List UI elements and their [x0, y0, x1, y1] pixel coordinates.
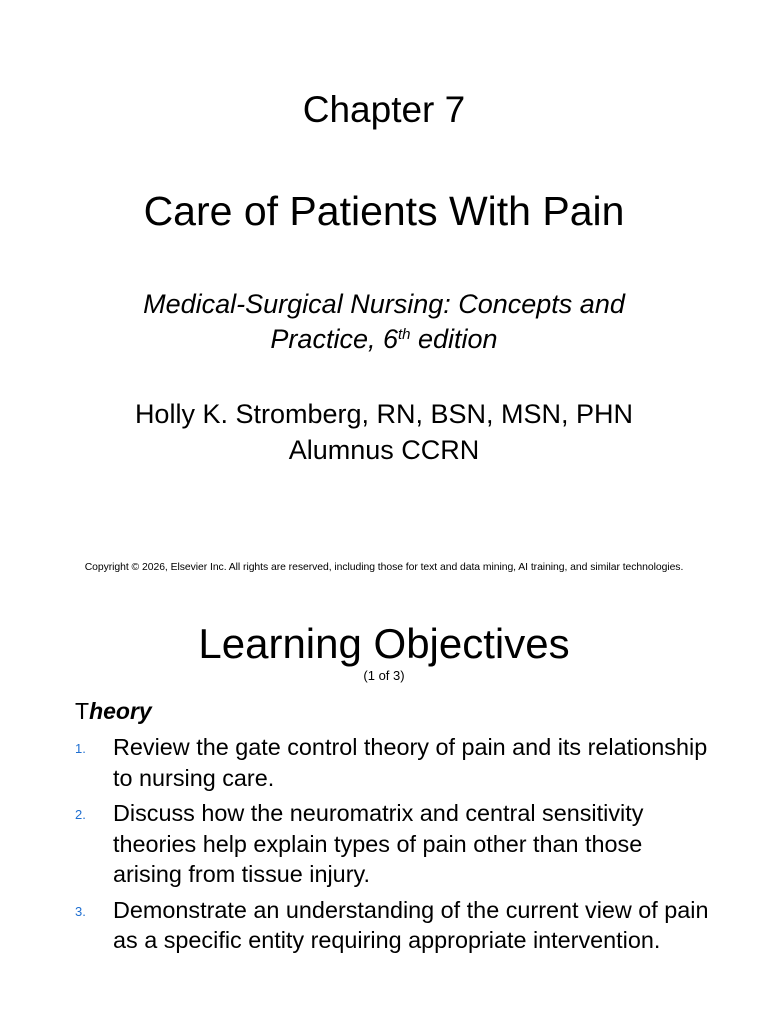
- objective-number: 2.: [75, 807, 86, 822]
- author-credential: Alumnus CCRN: [288, 435, 480, 465]
- copyright-notice: Copyright © 2026, Elsevier Inc. All rights are reserved, including those for text and data mining, AI training, and similar technologies.: [84, 562, 684, 573]
- objective-item: [75, 798, 715, 890]
- book-title-line-1: Medical-Surgical Nursing: Concepts and: [143, 289, 625, 319]
- book-title-suffix: edition: [410, 324, 498, 354]
- objective-number: 1.: [75, 741, 86, 756]
- book-title-prefix: Practice, 6: [270, 324, 398, 354]
- chapter-heading: Chapter 7: [302, 89, 466, 130]
- objective-text: Review the gate control theory of pain and its relationship to nursing care.: [113, 734, 708, 791]
- objective-text: Discuss how the neuromatrix and central sensitivity theories help explain types of pain other than those arising from tissue injury.: [113, 800, 644, 887]
- learning-objectives-title: Learning Objectives: [198, 620, 570, 667]
- objectives-list: [75, 732, 715, 961]
- author-block: [0, 396, 768, 468]
- section-heading-initial: T: [75, 698, 90, 724]
- section-heading-rest: heory: [89, 698, 152, 724]
- section-heading: [75, 696, 152, 726]
- author-name: Holly K. Stromberg, RN, BSN, MSN, PHN: [134, 399, 634, 429]
- objective-item: [75, 732, 715, 793]
- chapter-title: Care of Patients With Pain: [143, 188, 625, 234]
- objective-item: [75, 895, 715, 956]
- objective-number: 3.: [75, 903, 86, 919]
- slide-counter: (1 of 3): [363, 668, 405, 683]
- book-title: [0, 287, 768, 357]
- edition-superscript: th: [397, 326, 411, 343]
- book-title-line-2: [0, 322, 768, 357]
- objective-text: Demonstrate an understanding of the current view of pain as a specific entity requiring appropriate intervention.: [113, 896, 709, 953]
